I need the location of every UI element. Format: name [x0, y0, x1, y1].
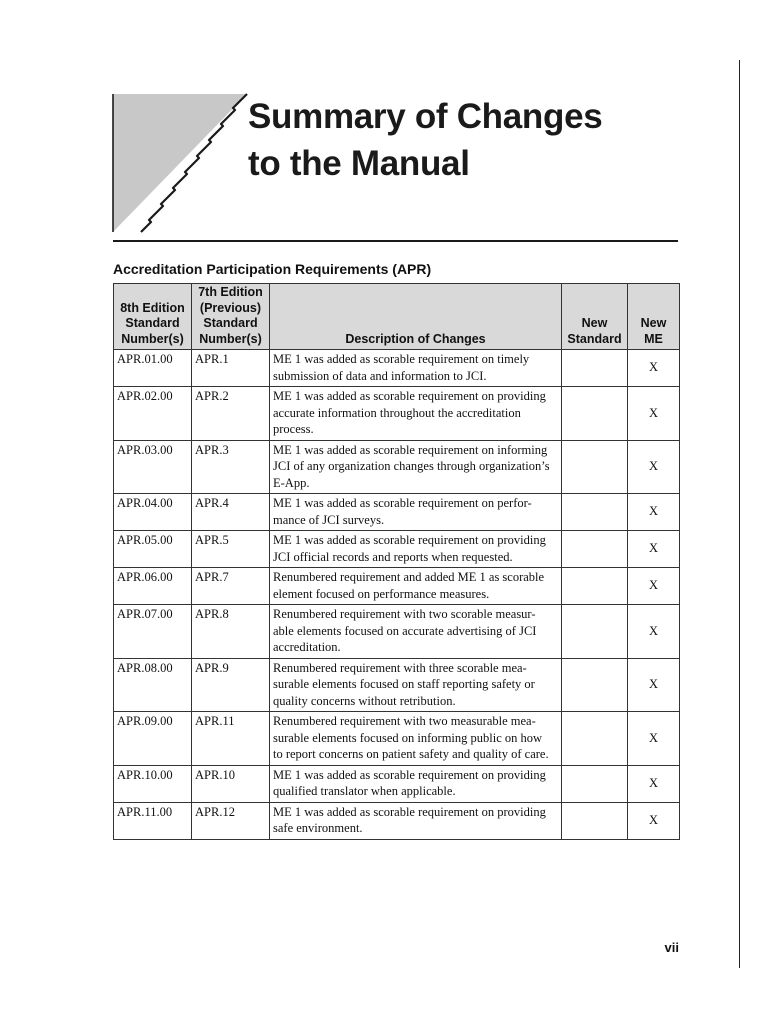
cell-7th-edition: APR.4 — [192, 494, 270, 531]
header-7th-edition: 7th Edition (Previous) Standard Number(s) — [192, 284, 270, 350]
cell-new-me: X — [628, 712, 680, 766]
cell-new-standard — [562, 531, 628, 568]
cell-description: ME 1 was added as scorable requirement on timely submission of data and information to JCI. — [270, 350, 562, 387]
cell-new-me: X — [628, 440, 680, 494]
title-rule — [113, 240, 678, 242]
cell-7th-edition: APR.11 — [192, 712, 270, 766]
page-title — [248, 93, 602, 187]
cell-7th-edition: APR.8 — [192, 605, 270, 659]
cell-8th-edition: APR.05.00 — [114, 531, 192, 568]
cell-7th-edition: APR.3 — [192, 440, 270, 494]
cell-description: ME 1 was added as scorable requirement on providing qualified translator when applicable. — [270, 765, 562, 802]
table-row — [114, 605, 680, 659]
cell-new-standard — [562, 658, 628, 712]
cell-new-me: X — [628, 387, 680, 441]
page-number: vii — [664, 940, 679, 955]
cell-new-me: X — [628, 531, 680, 568]
table-row — [114, 802, 680, 839]
cell-new-me: X — [628, 568, 680, 605]
table-row — [114, 658, 680, 712]
header-description: Description of Changes — [270, 284, 562, 350]
cell-description: ME 1 was added as scorable requirement on perfor- mance of JCI surveys. — [270, 494, 562, 531]
cell-new-standard — [562, 605, 628, 659]
cell-description: Renumbered requirement with three scorable mea- surable elements focused on staff reporting safety or quality concerns without retribution. — [270, 658, 562, 712]
cell-8th-edition: APR.04.00 — [114, 494, 192, 531]
cell-new-me: X — [628, 494, 680, 531]
cell-description: ME 1 was added as scorable requirement on providing safe environment. — [270, 802, 562, 839]
table-row — [114, 765, 680, 802]
cell-description: Renumbered requirement with two scorable measur- able elements focused on accurate advertising of JCI accreditation. — [270, 605, 562, 659]
cell-new-me: X — [628, 765, 680, 802]
table-row — [114, 387, 680, 441]
cell-new-me: X — [628, 605, 680, 659]
cell-new-me: X — [628, 658, 680, 712]
page-title-line-2: to the Manual — [248, 144, 470, 183]
page-title-line-1: Summary of Changes — [248, 97, 603, 136]
cell-new-standard — [562, 387, 628, 441]
cell-7th-edition: APR.5 — [192, 531, 270, 568]
cell-new-standard — [562, 765, 628, 802]
table-row — [114, 712, 680, 766]
cell-new-standard — [562, 440, 628, 494]
table-row — [114, 568, 680, 605]
title-corner-graphic — [112, 92, 252, 234]
cell-7th-edition: APR.7 — [192, 568, 270, 605]
cell-8th-edition: APR.07.00 — [114, 605, 192, 659]
header-new-standard: New Standard — [562, 284, 628, 350]
cell-8th-edition: APR.10.00 — [114, 765, 192, 802]
header-new-me: New ME — [628, 284, 680, 350]
cell-7th-edition: APR.2 — [192, 387, 270, 441]
cell-description: ME 1 was added as scorable requirement on providing JCI official records and reports when requested. — [270, 531, 562, 568]
cell-new-me: X — [628, 350, 680, 387]
cell-7th-edition: APR.10 — [192, 765, 270, 802]
cell-7th-edition: APR.1 — [192, 350, 270, 387]
table-row — [114, 494, 680, 531]
cell-8th-edition: APR.09.00 — [114, 712, 192, 766]
cell-7th-edition: APR.12 — [192, 802, 270, 839]
cell-8th-edition: APR.08.00 — [114, 658, 192, 712]
table-row — [114, 350, 680, 387]
cell-new-standard — [562, 802, 628, 839]
section-heading: Accreditation Participation Requirements (APR) — [113, 261, 432, 277]
table-body — [114, 350, 680, 840]
cell-8th-edition: APR.01.00 — [114, 350, 192, 387]
cell-7th-edition: APR.9 — [192, 658, 270, 712]
cell-8th-edition: APR.03.00 — [114, 440, 192, 494]
cell-8th-edition: APR.11.00 — [114, 802, 192, 839]
table-header-row — [114, 284, 680, 350]
header-8th-edition: 8th Edition Standard Number(s) — [114, 284, 192, 350]
cell-8th-edition: APR.02.00 — [114, 387, 192, 441]
cell-description: Renumbered requirement with two measurable mea- surable elements focused on informing public on how to report concerns on patient safety and quality of care. — [270, 712, 562, 766]
cell-8th-edition: APR.06.00 — [114, 568, 192, 605]
table-row — [114, 440, 680, 494]
changes-table — [113, 283, 680, 840]
cell-new-standard — [562, 494, 628, 531]
table-row — [114, 531, 680, 568]
cell-new-standard — [562, 712, 628, 766]
cell-description: ME 1 was added as scorable requirement on providing accurate information throughout the accreditation process. — [270, 387, 562, 441]
cell-new-me: X — [628, 802, 680, 839]
cell-description: Renumbered requirement and added ME 1 as scorable element focused on performance measures. — [270, 568, 562, 605]
cell-new-standard — [562, 568, 628, 605]
page-edge-line — [739, 60, 740, 968]
cell-new-standard — [562, 350, 628, 387]
cell-description: ME 1 was added as scorable requirement on informing JCI of any organization changes through organization’s E-App. — [270, 440, 562, 494]
